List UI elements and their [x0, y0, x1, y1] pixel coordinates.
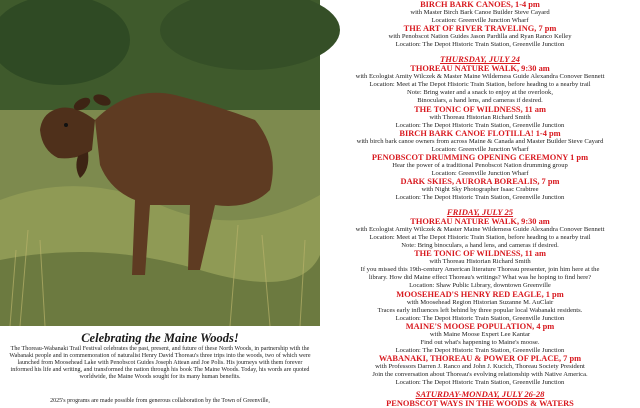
event-detail: with Ecologist Amity Wilczek & Master Maine Wilderness Guide Alexandra Conover Bennett — [355, 73, 605, 80]
event-location: Location: The Depot Historic Train Station, Greenville Junction — [395, 194, 565, 201]
event-detail: with Thoreau Historian Richard Smith — [429, 258, 531, 265]
event-title: MAINE'S MOOSE POPULATION, 4 pm — [405, 322, 555, 331]
credits: 2025's programs are made possible from generous collaboration by the Town of Greenville, — [50, 398, 270, 404]
event-detail: Find out what's happening to Maine's moose. — [420, 339, 540, 346]
caption: Celebrating the Maine Woods! — [81, 331, 239, 345]
event-title: DARK SKIES, AURORA BOREALIS, 7 pm — [400, 177, 560, 186]
event-detail: with Professors Darren J. Ranco and John J. Kucich, Thoreau Society President — [375, 363, 585, 370]
event-location: Location: Shaw Public Library, downtown Greenville — [409, 282, 551, 289]
event-detail: If you missed this 19th-century American literature Thoreau presenter, join him here at the — [360, 266, 600, 273]
event-detail: Join the conversation about Thoreau's evolving relationship with Native America. — [372, 371, 588, 378]
event-title: THOREAU NATURE WALK, 9:30 am — [410, 64, 550, 73]
event-title: THOREAU NATURE WALK, 9:30 am — [410, 217, 550, 226]
event-title: MOOSEHEAD'S HENRY RED EAGLE, 1 pm — [396, 290, 564, 299]
event-title: BIRCH BARK CANOES, 1-4 pm — [420, 0, 540, 9]
event-location: Location: The Depot Historic Train Station, Greenville Junction — [395, 379, 565, 386]
event-detail: with Master Birch Bark Canoe Builder Steve Cayard — [410, 9, 550, 16]
festival-intro: The Thoreau-Wabanaki Trail Festival celebrates the past, present, and future of these North Woods, in partnership with the Wabanaki people and in commemoration of naturalist Henry David Thoreau's three trips into the woods, two of which were launched from Moosehead Lake with Penobscot Guides Joseph Attean and Joe Polis. His journeys with them forever informed his life and writing, and transformed the nation through his book The Maine Woods. Today, his words are quoted worldwide, the Maine Woods sought for its many human benefits. — [9, 346, 311, 381]
event-location: Location: The Depot Historic Train Station, Greenville Junction — [395, 347, 565, 354]
event-detail: library. How did Maine effect Thoreau's writings? What was he hoping to find here? — [368, 274, 592, 281]
moose-photo — [0, 0, 320, 326]
event-location: Location: Greenville Junction Wharf — [431, 146, 529, 153]
left-column — [0, 0, 320, 404]
event-detail: with Moosehead Region Historian Suzanne M. AuClair — [406, 299, 554, 306]
event-location: Location: Greenville Junction Wharf — [431, 17, 529, 24]
event-detail: with Night Sky Photographer Isaac Crabtree — [421, 186, 539, 193]
event-detail: with Thoreau Historian Richard Smith — [429, 114, 531, 121]
event-location: Location: Greenville Junction Wharf — [431, 170, 529, 177]
event-title: THE TONIC OF WILDNESS, 11 am — [414, 105, 546, 114]
event-location: Location: The Depot Historic Train Station, Greenville Junction — [395, 315, 565, 322]
day-heading: SATURDAY-MONDAY, JULY 26-28 — [415, 389, 545, 399]
event-title: BIRCH BARK CANOE FLOTILLA! 1-4 pm — [399, 129, 561, 138]
event-note: Note: Bring water and a snack to enjoy at the overlook, — [407, 89, 553, 96]
event-note: Note: Bring binoculars, a hand lens, and cameras if desired. — [401, 242, 559, 249]
event-location: Location: Meet at The Depot Historic Train Station, before heading to a nearby trail — [369, 234, 591, 241]
event-detail: Traces early influences left behind by three popular local Wabanaki residents. — [377, 307, 583, 314]
event-detail: with birch bark canoe owners from across Maine & Canada and Master Builder Steve Cayard — [356, 138, 604, 145]
event-detail: with Maine Moose Expert Lee Kantar — [429, 331, 531, 338]
event-location: Location: The Depot Historic Train Station, Greenville Junction — [395, 41, 565, 48]
event-detail: with Penobscot Nation Guides Jason Pardilla and Ryan Ranco Kelley — [388, 33, 572, 40]
event-location: Location: The Depot Historic Train Station, Greenville Junction — [395, 122, 565, 129]
event-detail: with Ecologist Amity Wilczek & Master Maine Wilderness Guide Alexandra Conover Bennett — [355, 226, 605, 233]
event-title: PENOBSCOT DRUMMING OPENING CEREMONY 1 pm — [371, 153, 589, 162]
event-title: WABANAKI, THOREAU & POWER OF PLACE, 7 pm — [378, 354, 582, 363]
day-heading: THURSDAY, JULY 24 — [440, 54, 520, 64]
day-heading: FRIDAY, JULY 25 — [446, 207, 514, 217]
schedule — [320, 0, 640, 408]
event-location: Location: Meet at The Depot Historic Train Station, before heading to a nearby trail — [369, 81, 591, 88]
event-title: PENOBSCOT WAYS IN THE WOODS & WATERS — [386, 399, 574, 408]
event-note: Binoculars, a hand lens, and cameras if desired. — [417, 97, 543, 104]
event-title: THE TONIC OF WILDNESS, 11 am — [414, 249, 546, 258]
event-title: THE ART OF RIVER TRAVELING, 7 pm — [403, 24, 557, 33]
event-detail: Hear the power of a traditional Penobscot Nation drumming group — [392, 162, 568, 169]
